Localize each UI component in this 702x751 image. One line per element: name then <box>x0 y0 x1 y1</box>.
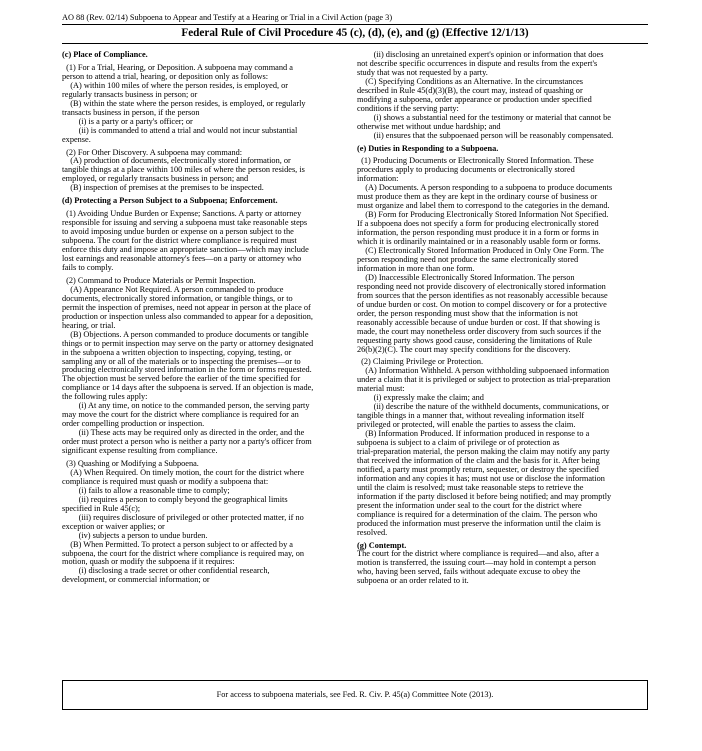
text-line: things or to permit inspection may serve on the party or attorney designated <box>62 339 314 348</box>
text-line: who, having been served, fails without adequate excuse to obey the <box>357 568 581 577</box>
text-line: (C) Electronically Stored Information Produced in Only One Form. The <box>357 247 604 256</box>
text-line: (C) Specifying Conditions as an Alternative. In the circumstances <box>357 77 584 86</box>
text-line: notified, a party must promptly return, sequester, or destroy the specified <box>357 465 599 474</box>
text-line: compliance or 14 days after the subpoena is served. If an objection is made, <box>62 384 314 393</box>
text-line: information, the person responding must produce it in a form or forms in <box>357 229 599 238</box>
text-line: tangible things in a manner that, without revealing information itself <box>357 412 585 421</box>
footer-box <box>62 680 648 710</box>
text-line: specified in Rule 45(c); <box>62 504 141 513</box>
text-line: (2) For Other Discovery. A subpoena may command: <box>62 148 243 157</box>
text-line: the following rules apply: <box>62 393 148 402</box>
text-line: (A) Information Withheld. A person withholding subpoenaed information <box>357 367 610 376</box>
text-line: must organize and label them to correspond to the categories in the demand. <box>357 202 610 211</box>
text-line: modifying a subpoena, order appearance or production under specified <box>357 95 592 104</box>
text-line: (i) shows a substantial need for the testimony or material that cannot be <box>357 113 611 122</box>
text-line: study that was not requested by a party. <box>357 68 488 77</box>
section-heading: (e) Duties in Responding to a Subpoena. <box>357 144 499 153</box>
text-line: employed, or regularly transacts business in person; and <box>62 175 249 184</box>
left-column <box>62 51 344 585</box>
text-line: (ii) requires a person to comply beyond the geographical limits <box>62 495 288 504</box>
text-line: compliance is required must quash or modify a subpoena that: <box>62 477 269 486</box>
text-line: made, the court may nonetheless order discovery from such sources if the <box>357 327 602 336</box>
text-line: privileged or protected, will enable the parties to assess the claim. <box>357 421 576 430</box>
text-line: (ii) These acts may be required only as directed in the order, and the <box>62 429 305 438</box>
text-line: (i) fails to allow a reasonable time to comply; <box>62 486 230 495</box>
text-line: documents, electronically stored information, or tangible things, or to <box>62 294 293 303</box>
text-line: motion is transferred, the issuing court—may hold in contempt a person <box>357 559 596 568</box>
page-title: Federal Rule of Civil Procedure 45 (c), (d), (e), and (g) (Effective 12/1/13) <box>181 27 529 39</box>
text-line: subpoena or an order related to it. <box>357 577 469 586</box>
text-line: development, or commercial information; or <box>62 576 210 585</box>
text-line: trial-preparation material, the person making the claim may notify any party <box>357 447 610 456</box>
text-line: information: <box>357 175 399 184</box>
text-line: (B) Form for Producing Electronically Stored Information Not Specified. <box>357 211 609 220</box>
text-line: (i) At any time, on notice to the commanded person, the serving party <box>62 402 310 411</box>
text-line: subpoena is subject to a claim of privilege or of protection as <box>357 439 560 448</box>
text-line: compliance is required for a determination of the claim. The person who <box>357 510 598 519</box>
text-line: order must protect a person who is neither a party nor a party's officer from <box>62 438 312 447</box>
text-line: (i) expressly make the claim; and <box>357 394 484 403</box>
text-line: producing electronically stored information in the form or forms requested. <box>62 366 312 375</box>
text-line: (i) is a party or a party's officer; or <box>62 117 193 126</box>
text-line: (A) production of documents, electronically stored information, or <box>62 157 291 166</box>
text-line: produced the information must preserve the information until the claim is <box>357 519 601 528</box>
text-line: lost earnings and reasonable attorney's fees—on a party or attorney who <box>62 255 302 264</box>
text-line: (D) Inaccessible Electronically Stored Information. The person <box>357 273 575 282</box>
text-line: fails to comply. <box>62 263 114 272</box>
text-line: (B) within the state where the person resides, is employed, or regularly <box>62 99 306 108</box>
text-line: information in more than one form. <box>357 264 475 273</box>
text-line: (3) Quashing or Modifying a Subpoena. <box>62 459 199 468</box>
text-line: may move the court for the district where compliance is required for an <box>62 411 299 420</box>
text-line: (B) Information Produced. If information produced in response to a <box>357 430 590 439</box>
text-line: enforce this duty and impose an appropriate sanction—which may include <box>62 246 309 255</box>
text-line: resolved. <box>357 528 388 537</box>
text-line: transacts business in person, if the person <box>62 108 200 117</box>
title-rule <box>62 43 648 44</box>
text-line: (iii) requires disclosure of privileged or other protected matter, if no <box>62 513 304 522</box>
text-line: material must: <box>357 385 405 394</box>
text-line: (ii) describe the nature of the withheld documents, communications, or <box>357 403 609 412</box>
text-line: (B) Objections. A person commanded to produce documents or tangible <box>62 330 309 339</box>
text-line: present the information under seal to the court for the district where <box>357 501 582 510</box>
text-line: order, the person responding must show that the information is not <box>357 309 578 318</box>
text-line: 26(b)(2)(C). The court may specify conditions for the discovery. <box>357 345 571 354</box>
text-line: procedures apply to producing documents or electronically stored <box>357 166 575 175</box>
text-line: described in Rule 45(d)(3)(B), the court may, instead of quashing or <box>357 86 583 95</box>
text-line: information and any copies it has; must not use or disclose the information <box>357 474 605 483</box>
text-line: (i) disclosing a trade secret or other confidential research, <box>62 567 270 576</box>
text-line: (iv) subjects a person to undue burden. <box>62 531 208 540</box>
section-heading: (g) Contempt. <box>357 541 407 550</box>
text-line: If a subpoena does not specify a form for producing electronically stored <box>357 220 599 229</box>
text-line: (A) within 100 miles of where the person resides, is employed, or <box>62 81 289 90</box>
text-line: (ii) disclosing an unretained expert's opinion or information that does <box>357 51 604 59</box>
text-line: exception or waiver applies; or <box>62 522 165 531</box>
text-line: hearing, or trial. <box>62 321 116 330</box>
text-line: which it is ordinarily maintained or in a reasonably usable form or forms. <box>357 238 601 247</box>
text-line: The objection must be served before the earlier of the time specified for <box>62 375 301 384</box>
text-line: The court for the district where compliance is required—and also, after a <box>357 550 599 559</box>
text-line: production or inspection unless also commanded to appear for a deposition, <box>62 312 313 321</box>
text-line: (B) inspection of premises at the premises to be inspected. <box>62 184 264 193</box>
text-line: subpoena. The court for the district where compliance is required must <box>62 237 297 246</box>
text-line: conditions if the serving party: <box>357 104 459 113</box>
text-line: expense. <box>62 135 91 144</box>
text-line: permit the inspection of premises, need not appear in person at the place of <box>62 303 311 312</box>
text-line: (2) Claiming Privilege or Protection. <box>357 358 484 367</box>
text-line: sampling any or all of the materials or to inspecting the premises—or to <box>62 357 301 366</box>
text-line: (2) Command to Produce Materials or Permit Inspection. <box>62 276 256 285</box>
text-line: (A) Appearance Not Required. A person commanded to produce <box>62 285 284 294</box>
header-rule <box>62 24 648 25</box>
section-heading: (d) Protecting a Person Subject to a Subpoena; Enforcement. <box>62 197 278 206</box>
text-line: (A) Documents. A person responding to a subpoena to produce documents <box>357 184 613 193</box>
text-line: (1) For a Trial, Hearing, or Deposition. A subpoena may command a <box>62 63 293 72</box>
text-line: tangible things at a place within 100 miles of where the person resides, is <box>62 166 305 175</box>
text-line: (1) Avoiding Undue Burden or Expense; Sanctions. A party or attorney <box>62 210 302 219</box>
right-column <box>357 51 646 586</box>
text-line: until the claim is resolved; must take reasonable steps to retrieve the <box>357 483 584 492</box>
text-line: motion, quash or modify the subpoena if it requires: <box>62 558 235 567</box>
text-line: (ii) is commanded to attend a trial and would not incur substantial <box>62 126 298 135</box>
text-line: subpoena, the court for the district where compliance is required may, on <box>62 549 305 558</box>
text-line: regularly transacts business in person; or <box>62 90 198 99</box>
text-line: (ii) ensures that the subpoenaed person will be reasonably compensated. <box>357 131 614 140</box>
text-line: (1) Producing Documents or Electronically Stored Information. These <box>357 157 594 166</box>
text-line: information if the party disclosed it before being notified; and may promptly <box>357 492 612 501</box>
text-line: reasonably accessible because of undue burden or cost. If that showing is <box>357 318 600 327</box>
text-line: responding need not provide discovery of electronically stored information <box>357 282 606 291</box>
text-line: order compelling production or inspection. <box>62 420 205 429</box>
text-line: significant expense resulting from compliance. <box>62 447 218 456</box>
text-line: person to attend a trial, hearing, or deposition only as follows: <box>62 72 268 81</box>
text-line: responsible for issuing and serving a subpoena must take reasonable steps <box>62 219 308 228</box>
text-line: (A) When Required. On timely motion, the court for the district where <box>62 468 305 477</box>
text-line: that received the information of the claim and the basis for it. After being <box>357 456 600 465</box>
text-line: not describe specific occurrences in dispute and results from the expert's <box>357 59 598 68</box>
form-header: AO 88 (Rev. 02/14) Subpoena to Appear and Testify at a Hearing or Trial in a Civil Action (page 3) <box>62 13 393 22</box>
text-line: from sources that the person identifies as not reasonably accessible because <box>357 291 608 300</box>
text-line: under a claim that it is privileged or subject to protection as trial-preparation <box>357 376 611 385</box>
text-line: person responding need not produce the same electronically stored <box>357 255 579 264</box>
text-line: (B) When Permitted. To protect a person subject to or affected by a <box>62 540 293 549</box>
text-line: in the subpoena a written objection to inspecting, copying, testing, or <box>62 348 292 357</box>
section-heading: (c) Place of Compliance. <box>62 51 148 59</box>
text-line: otherwise met without undue hardship; and <box>357 122 501 131</box>
text-line: to avoid imposing undue burden or expense on a person subject to the <box>62 228 294 237</box>
text-line: requesting party shows good cause, considering the limitations of Rule <box>357 336 593 345</box>
footer-note: For access to subpoena materials, see Fed. R. Civ. P. 45(a) Committee Note (2013). <box>216 690 494 699</box>
text-line: must produce them as they are kept in the ordinary course of business or <box>357 193 598 202</box>
text-line: of undue burden or cost. On motion to compel discovery or for a protective <box>357 300 607 309</box>
